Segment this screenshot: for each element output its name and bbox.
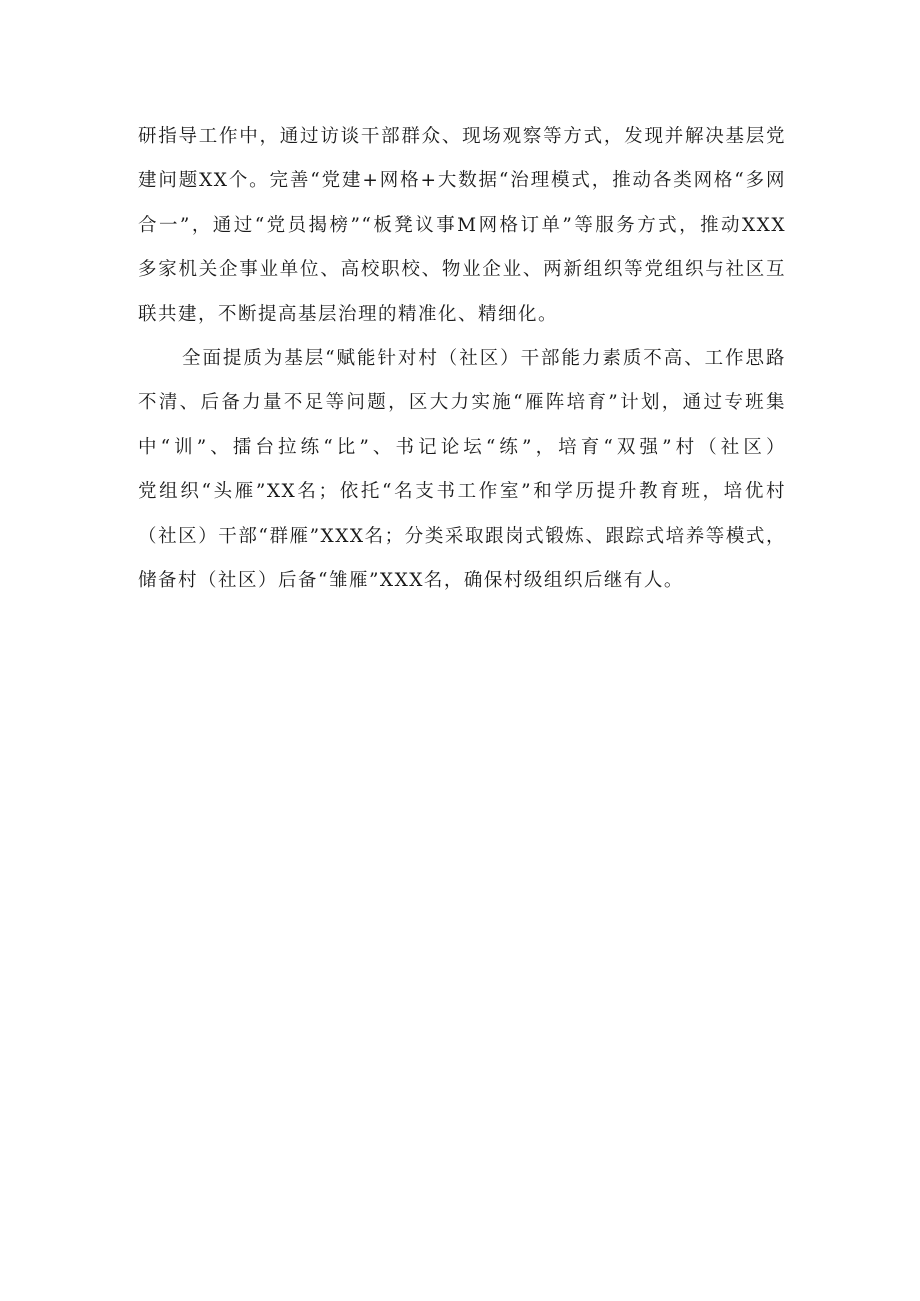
document-body <box>138 115 786 603</box>
text-line: 合一”，通过“党员揭榜”“板凳议事M网格订单”等服务方式，推动XXX <box>138 214 786 236</box>
text-line: 研指导工作中，通过访谈干部群众、现场观察等方式，发现并解决基层党 <box>138 126 786 147</box>
text-line: 全面提质为基层“赋能针对村（社区）干部能力素质不高、工作思路 <box>182 348 786 370</box>
text-line: 储备村（社区）后备“雏雁”XXX名，确保村级组织后继有人。 <box>138 570 684 592</box>
text-line: 中“训”、擂台拉练“比”、书记论坛“练”，培育“双强”村（社区） <box>138 436 786 458</box>
text-line: （社区）干部“群雁”XXX名；分类采取跟岗式锻炼、跟踪式培养等模式， <box>138 525 786 547</box>
text-line: 多家机关企事业单位、高校职校、物业企业、两新组织等党组织与社区互 <box>138 259 786 281</box>
paragraph-2 <box>138 337 786 603</box>
paragraph-1 <box>138 115 786 337</box>
text-line: 建问题XX个。完善“党建+网格+大数据“治理模式，推动各类网格“多网 <box>138 170 786 192</box>
text-line: 联共建，不断提高基层治理的精准化、精细化。 <box>138 303 559 325</box>
text-line: 不清、后备力量不足等问题，区大力实施“雁阵培育”计划，通过专班集 <box>138 392 786 414</box>
text-line: 党组织“头雁”XX名；依托“名支书工作室”和学历提升教育班，培优村 <box>138 481 786 503</box>
